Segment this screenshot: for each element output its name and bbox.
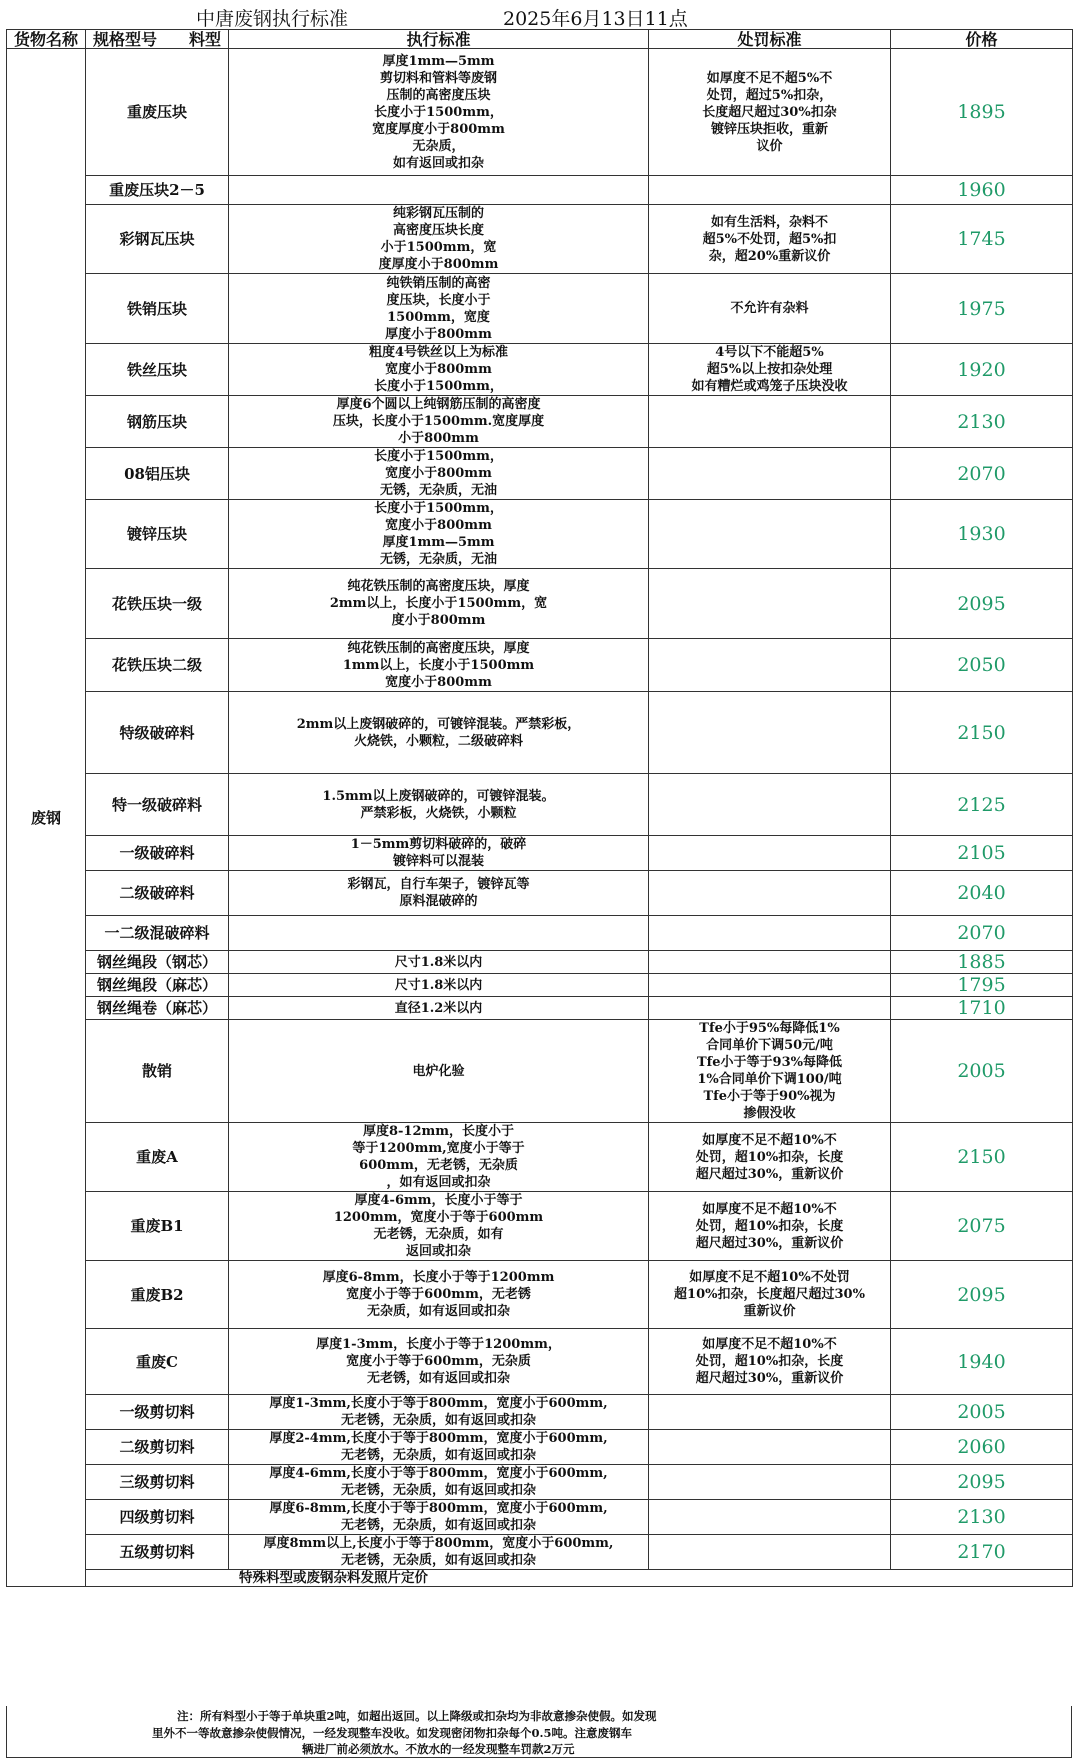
- standard-line: 600mm，无老锈，无杂质: [359, 1158, 518, 1173]
- standard-line: 厚度1mm—5mm: [382, 53, 495, 69]
- material-name: 二级破碎料: [86, 871, 229, 916]
- penalty-line: 如厚度不足不超5%不: [706, 70, 833, 86]
- penalty-cell: [649, 176, 891, 205]
- standard-line: 无锈，无杂质，无油: [379, 552, 497, 567]
- penalty-line: 处罚，超过5%扣杂，: [706, 87, 833, 103]
- price-value: 1920: [891, 344, 1073, 396]
- price-value: 2150: [891, 1123, 1073, 1192]
- table-row: [7, 569, 1073, 639]
- penalty-line: 处罚，超10%扣杂，长度: [695, 1218, 844, 1234]
- standard-line: 宽度小于等于600mm，无老锈: [346, 1287, 531, 1302]
- material-name: 一二级混破碎料: [86, 916, 229, 951]
- standard-line: 火烧铁，小颗粒，二级破碎料: [353, 733, 523, 749]
- standard-cell: [229, 396, 649, 448]
- price-value: 2125: [891, 774, 1073, 836]
- penalty-cell: [649, 836, 891, 871]
- standard-line: 2mm以上废钢破碎的，可镀锌混装。严禁彩板，: [296, 716, 581, 732]
- standard-cell: [229, 448, 649, 500]
- standard-line: 厚度6-8mm，长度小于等于1200mm: [322, 1270, 555, 1285]
- standard-line: 纯铁销压制的高密: [386, 275, 491, 291]
- material-name: 镀锌压块: [86, 500, 229, 569]
- penalty-cell: [649, 1329, 891, 1395]
- material-name: 三级剪切料: [86, 1465, 229, 1500]
- price-value: 1710: [891, 997, 1073, 1020]
- table-row: [7, 1123, 1073, 1192]
- table-row: [7, 448, 1073, 500]
- price-value: 2105: [891, 836, 1073, 871]
- price-value: 2075: [891, 1192, 1073, 1261]
- standard-line: 压块，长度小于1500mm.宽度厚度: [332, 414, 545, 429]
- standard-line: 小于800mm: [398, 431, 479, 446]
- table-row: [7, 205, 1073, 274]
- standard-cell: [229, 1192, 649, 1261]
- standard-line: 宽度厚度小于800mm: [372, 121, 505, 137]
- price-value: 1895: [891, 49, 1073, 176]
- material-name: 重废A: [86, 1123, 229, 1192]
- standard-line: 如有返回或扣杂: [392, 155, 484, 171]
- penalty-cell: [649, 1535, 891, 1570]
- table-row: [7, 639, 1073, 692]
- special-note-row: [7, 1570, 1073, 1587]
- material-name: 彩钢瓦压块: [86, 205, 229, 274]
- penalty-line: 1%合同单价下调100/吨: [697, 1072, 842, 1087]
- penalty-cell: [649, 1430, 891, 1465]
- table-row: [7, 1500, 1073, 1535]
- standard-line: 1500mm，宽度: [387, 309, 490, 325]
- material-name: 重废B2: [86, 1261, 229, 1329]
- standard-line: 镀锌料可以混装: [392, 854, 484, 869]
- table-row: [7, 1535, 1073, 1570]
- standard-line: 厚度4-6mm,长度小于等于800mm，宽度小于600mm,: [269, 1466, 608, 1481]
- standard-line: 宽度小于等于600mm，无杂质: [346, 1354, 531, 1369]
- standard-line: 电炉化验: [412, 1063, 465, 1079]
- penalty-line: 如厚度不足不超10%不: [702, 1132, 837, 1148]
- penalty-line: 处罚，超10%扣杂，长度: [695, 1149, 844, 1165]
- standard-line: 厚度1-3mm,长度小于等于800mm，宽度小于600mm,: [269, 1396, 608, 1411]
- penalty-cell: [649, 344, 891, 396]
- table-row: [7, 951, 1073, 974]
- footer-note: [6, 1706, 1072, 1758]
- standard-line: 无老锈，无杂质，如有: [373, 1227, 504, 1242]
- footer-note-line: 注：所有料型小于等于单块重2吨，如超出返回。以上降级或扣杂均为非故意掺杂使假。如发现: [177, 1709, 657, 1723]
- price-value: 2060: [891, 1430, 1073, 1465]
- standard-line: 返回或扣杂: [405, 1244, 471, 1259]
- standard-line: 高密度压块长度: [392, 223, 484, 238]
- penalty-line: 重新议价: [743, 1304, 796, 1319]
- standard-cell: [229, 1500, 649, 1535]
- material-name: 一级剪切料: [86, 1395, 229, 1430]
- penalty-line: 如厚度不足不超10%不处罚: [689, 1270, 850, 1285]
- standard-line: 宽度小于800mm: [385, 362, 492, 377]
- table-row: [7, 1192, 1073, 1261]
- standard-line: 无杂质，如有返回或扣杂: [366, 1304, 510, 1319]
- standard-line: 纯花铁压制的高密度压块，厚度: [347, 640, 530, 656]
- material-name: 钢筋压块: [86, 396, 229, 448]
- standard-line: 长度小于1500mm，: [374, 104, 503, 120]
- penalty-line: 掺假没收: [743, 1106, 796, 1121]
- penalty-line: 议价: [756, 138, 783, 154]
- penalty-cell: [649, 205, 891, 274]
- standard-cell: [229, 274, 649, 344]
- table-row: [7, 1465, 1073, 1500]
- material-name: 散销: [86, 1020, 229, 1123]
- penalty-line: 如厚度不足不超10%不: [702, 1337, 837, 1352]
- penalty-cell: [649, 448, 891, 500]
- standard-cell: [229, 1395, 649, 1430]
- material-name: 花铁压块一级: [86, 569, 229, 639]
- material-name: 一级破碎料: [86, 836, 229, 871]
- standard-cell: [229, 569, 649, 639]
- material-name: 重废压块: [86, 49, 229, 176]
- price-value: 2050: [891, 639, 1073, 692]
- material-name: 花铁压块二级: [86, 639, 229, 692]
- table-row: [7, 871, 1073, 916]
- standard-line: 长度小于1500mm，: [374, 501, 503, 516]
- table-row: [7, 49, 1073, 176]
- standard-cell: [229, 1329, 649, 1395]
- standard-line: 小于1500mm，宽: [380, 240, 497, 255]
- price-value: 2130: [891, 396, 1073, 448]
- penalty-line: Tfe小于等于93%每降低: [697, 1055, 842, 1070]
- penalty-line: 超10%扣杂，长度超尺超过30%: [674, 1287, 865, 1302]
- standard-cell: [229, 49, 649, 176]
- penalty-cell: [649, 1123, 891, 1192]
- standard-cell: [229, 639, 649, 692]
- standard-line: 无锈，无杂质，无油: [379, 483, 497, 498]
- standard-line: 1200mm，宽度小于等于600mm: [333, 1210, 544, 1225]
- table-row: [7, 1395, 1073, 1430]
- standard-line: 严禁彩板，火烧铁，小颗粒: [360, 805, 517, 821]
- spec-material-header: [86, 30, 229, 49]
- standard-cell: [229, 951, 649, 974]
- standard-line: 度厚度小于800mm: [378, 257, 499, 272]
- material-header: 料型: [188, 29, 221, 49]
- price-value: 2170: [891, 1535, 1073, 1570]
- standard-line: 无老锈，无杂质，如有返回或扣杂: [340, 1518, 536, 1533]
- standard-line: 长度小于1500mm，: [374, 379, 503, 394]
- penalty-line: 长度超尺超过30%扣杂: [702, 104, 837, 120]
- category-cell: 废钢: [7, 49, 86, 1587]
- standard-line: 纯花铁压制的高密度压块，厚度: [347, 579, 530, 594]
- standard-line: 厚度小于800mm: [385, 326, 492, 342]
- penalty-cell: [649, 1395, 891, 1430]
- table-row: [7, 1430, 1073, 1465]
- material-name: 二级剪切料: [86, 1430, 229, 1465]
- price-value: 2005: [891, 1020, 1073, 1123]
- price-value: 2095: [891, 569, 1073, 639]
- penalty-line: 杂，超20%重新议价: [708, 248, 831, 264]
- standard-line: 厚度1-3mm，长度小于等于1200mm，: [316, 1337, 561, 1352]
- material-name: 特一级破碎料: [86, 774, 229, 836]
- penalty-cell: [649, 774, 891, 836]
- standard-line: 无老锈，无杂质，如有返回或扣杂: [340, 1483, 536, 1498]
- standard-cell: [229, 1430, 649, 1465]
- table-row: [7, 176, 1073, 205]
- penalty-cell: [649, 500, 891, 569]
- material-name: 铁销压块: [86, 274, 229, 344]
- table-row: [7, 997, 1073, 1020]
- price-value: 1885: [891, 951, 1073, 974]
- standard-line: 长度小于1500mm，: [374, 449, 503, 464]
- standard-line: 彩钢瓦，自行车架子，镀锌瓦等: [347, 877, 530, 892]
- material-name: 重废B1: [86, 1192, 229, 1261]
- table-header-row: [7, 30, 1073, 49]
- standard-line: 厚度4-6mm，长度小于等于: [354, 1193, 523, 1208]
- standard-line: 无老锈，如有返回或扣杂: [366, 1371, 510, 1386]
- price-value: 2095: [891, 1261, 1073, 1329]
- standard-cell: [229, 997, 649, 1020]
- material-name: 重废C: [86, 1329, 229, 1395]
- penalty-line: 如厚度不足不超10%不: [702, 1201, 837, 1217]
- penalty-line: 不允许有杂料: [730, 301, 809, 316]
- penalty-cell: [649, 916, 891, 951]
- penalty-cell: [649, 1020, 891, 1123]
- standard-line: 等于1200mm,宽度小于等于: [352, 1141, 525, 1156]
- table-row: [7, 1261, 1073, 1329]
- penalty-line: 如有糟烂或鸡笼子压块没收: [691, 379, 848, 394]
- table-row: [7, 836, 1073, 871]
- penalty-cell: [649, 1261, 891, 1329]
- penalty-cell: [649, 692, 891, 774]
- penalty-line: Tfe小于95%每降低1%: [699, 1021, 840, 1036]
- price-header: 价格: [891, 30, 1073, 49]
- penalty-line: 如有生活料，杂料不: [710, 214, 828, 230]
- standard-line: 直径1.2米以内: [394, 1000, 483, 1016]
- standard-cell: [229, 974, 649, 997]
- standard-line: 压制的高密度压块: [386, 87, 491, 103]
- penalty-line: 超5%以上按扣杂处理: [706, 362, 833, 377]
- price-value: 1975: [891, 274, 1073, 344]
- standard-cell: [229, 500, 649, 569]
- material-name: 五级剪切料: [86, 1535, 229, 1570]
- penalty-line: 镀锌压块拒收，重新: [710, 121, 828, 137]
- standard-line: 无老锈，无杂质，如有返回或扣杂: [340, 1553, 536, 1568]
- price-value: 2070: [891, 448, 1073, 500]
- company-title: 中唐废钢执行标准: [196, 8, 349, 30]
- spec-model-header: 规格型号: [93, 29, 158, 49]
- standard-line: 厚度8mm以上,长度小于等于800mm，宽度小于600mm,: [263, 1536, 614, 1551]
- standard-line: 1mm以上，长度小于1500mm: [342, 657, 535, 673]
- penalty-line: 超尺超过30%，重新议价: [695, 1166, 844, 1182]
- table-row: [7, 274, 1073, 344]
- table-row: [7, 774, 1073, 836]
- price-value: 2130: [891, 1500, 1073, 1535]
- standard-cell: [229, 1020, 649, 1123]
- standard-cell: [229, 1465, 649, 1500]
- penalty-cell: [649, 569, 891, 639]
- standard-cell: [229, 916, 649, 951]
- penalty-line: 超尺超过30%，重新议价: [695, 1371, 844, 1386]
- penalty-line: Tfe小于等于90%视为: [703, 1089, 836, 1104]
- standard-line: 宽度小于800mm: [385, 674, 492, 690]
- penalty-cell: [649, 951, 891, 974]
- penalty-cell: [649, 974, 891, 997]
- penalty-cell: [649, 49, 891, 176]
- penalty-line: 4号以下不能超5%: [715, 345, 824, 360]
- penalty-line: 超尺超过30%，重新议价: [695, 1235, 844, 1251]
- table-row: [7, 692, 1073, 774]
- standard-line: 无老锈，无杂质，如有返回或扣杂: [340, 1413, 536, 1428]
- standard-line: 厚度6-8mm,长度小于等于800mm，宽度小于600mm,: [269, 1501, 608, 1516]
- price-value: 1745: [891, 205, 1073, 274]
- standard-cell: [229, 205, 649, 274]
- standard-line: 无杂质，: [412, 138, 465, 154]
- standard-line: 厚度1mm—5mm: [382, 535, 495, 550]
- standard-cell: [229, 344, 649, 396]
- standard-line: 度压块，长度小于: [386, 292, 491, 308]
- standard-cell: [229, 1535, 649, 1570]
- footer-note-line: 里外不一等故意掺杂使假情况，一经发现整车没收。如发现密闭物扣杂每个0.5吨。注意废钢车: [152, 1725, 633, 1740]
- table-row: [7, 396, 1073, 448]
- penalty-cell: [649, 639, 891, 692]
- material-name: 重废压块2－5: [86, 176, 229, 205]
- price-value: 2005: [891, 1395, 1073, 1430]
- table-row: [7, 344, 1073, 396]
- penalty-cell: [649, 871, 891, 916]
- penalty-cell: [649, 997, 891, 1020]
- standard-cell: [229, 871, 649, 916]
- standard-header: 执行标准: [229, 30, 649, 49]
- price-value: 2095: [891, 1465, 1073, 1500]
- standard-cell: [229, 836, 649, 871]
- footer-note-line: 辆进厂前必须放水。不放水的一经发现整车罚款2万元: [302, 1742, 575, 1756]
- price-value: 1940: [891, 1329, 1073, 1395]
- penalty-cell: [649, 1192, 891, 1261]
- standard-line: 宽度小于800mm: [385, 466, 492, 481]
- standard-line: 1.5mm以上废钢破碎的，可镀锌混装。: [322, 788, 555, 804]
- standard-cell: [229, 774, 649, 836]
- goods-name-header: 货物名称: [7, 30, 86, 49]
- standard-cell: [229, 1261, 649, 1329]
- material-name: 四级剪切料: [86, 1500, 229, 1535]
- price-value: 2150: [891, 692, 1073, 774]
- standard-line: 宽度小于800mm: [385, 518, 492, 533]
- penalty-cell: [649, 274, 891, 344]
- penalty-line: 处罚，超10%扣杂，长度: [695, 1354, 844, 1369]
- price-value: 1960: [891, 176, 1073, 205]
- penalty-line: 合同单价下调50元/吨: [706, 1038, 833, 1053]
- standard-line: 度小于800mm: [391, 613, 486, 628]
- standard-line: 1－5mm剪切料破碎的，破碎: [350, 837, 527, 852]
- standard-line: 原料混破碎的: [399, 894, 478, 909]
- standard-line: 厚度2-4mm,长度小于等于800mm，宽度小于600mm,: [269, 1431, 608, 1446]
- table-row: [7, 916, 1073, 951]
- material-name: 钢丝绳段（麻芯）: [86, 974, 229, 997]
- standard-line: 2mm以上，长度小于1500mm，宽: [329, 596, 548, 611]
- material-name: 钢丝绳段（钢芯）: [86, 951, 229, 974]
- price-value: 2070: [891, 916, 1073, 951]
- penalty-cell: [649, 1500, 891, 1535]
- penalty-header: 处罚标准: [649, 30, 891, 49]
- standard-line: ，如有返回或扣杂: [386, 1175, 491, 1190]
- penalty-line: 超5%不处罚，超5%扣: [702, 231, 837, 247]
- standard-line: 剪切料和管料等废钢: [379, 70, 497, 86]
- standard-line: 粗度4号铁丝以上为标准: [368, 345, 509, 360]
- table-row: [7, 500, 1073, 569]
- table-row: [7, 974, 1073, 997]
- material-name: 铁丝压块: [86, 344, 229, 396]
- standard-cell: [229, 176, 649, 205]
- special-note: 特殊料型或废钢杂料发照片定价: [86, 1570, 1073, 1587]
- price-table: [6, 29, 1073, 1587]
- standard-line: 厚度8-12mm，长度小于: [362, 1124, 515, 1139]
- table-row: [7, 1020, 1073, 1123]
- price-datetime: 2025年6月13日11点: [503, 8, 688, 30]
- standard-line: 厚度6个圆以上纯钢筋压制的高密度: [336, 397, 541, 412]
- price-value: 2040: [891, 871, 1073, 916]
- standard-line: 尺寸1.8米以内: [394, 954, 483, 970]
- penalty-cell: [649, 1465, 891, 1500]
- standard-cell: [229, 692, 649, 774]
- standard-line: 无老锈，无杂质，如有返回或扣杂: [340, 1448, 536, 1463]
- material-name: 钢丝绳卷（麻芯）: [86, 997, 229, 1020]
- material-name: 08铝压块: [86, 448, 229, 500]
- price-value: 1930: [891, 500, 1073, 569]
- table-row: [7, 1329, 1073, 1395]
- material-name: 特级破碎料: [86, 692, 229, 774]
- penalty-cell: [649, 396, 891, 448]
- standard-line: 尺寸1.8米以内: [394, 977, 483, 993]
- standard-line: 纯彩钢瓦压制的: [392, 206, 484, 221]
- price-value: 1795: [891, 974, 1073, 997]
- standard-cell: [229, 1123, 649, 1192]
